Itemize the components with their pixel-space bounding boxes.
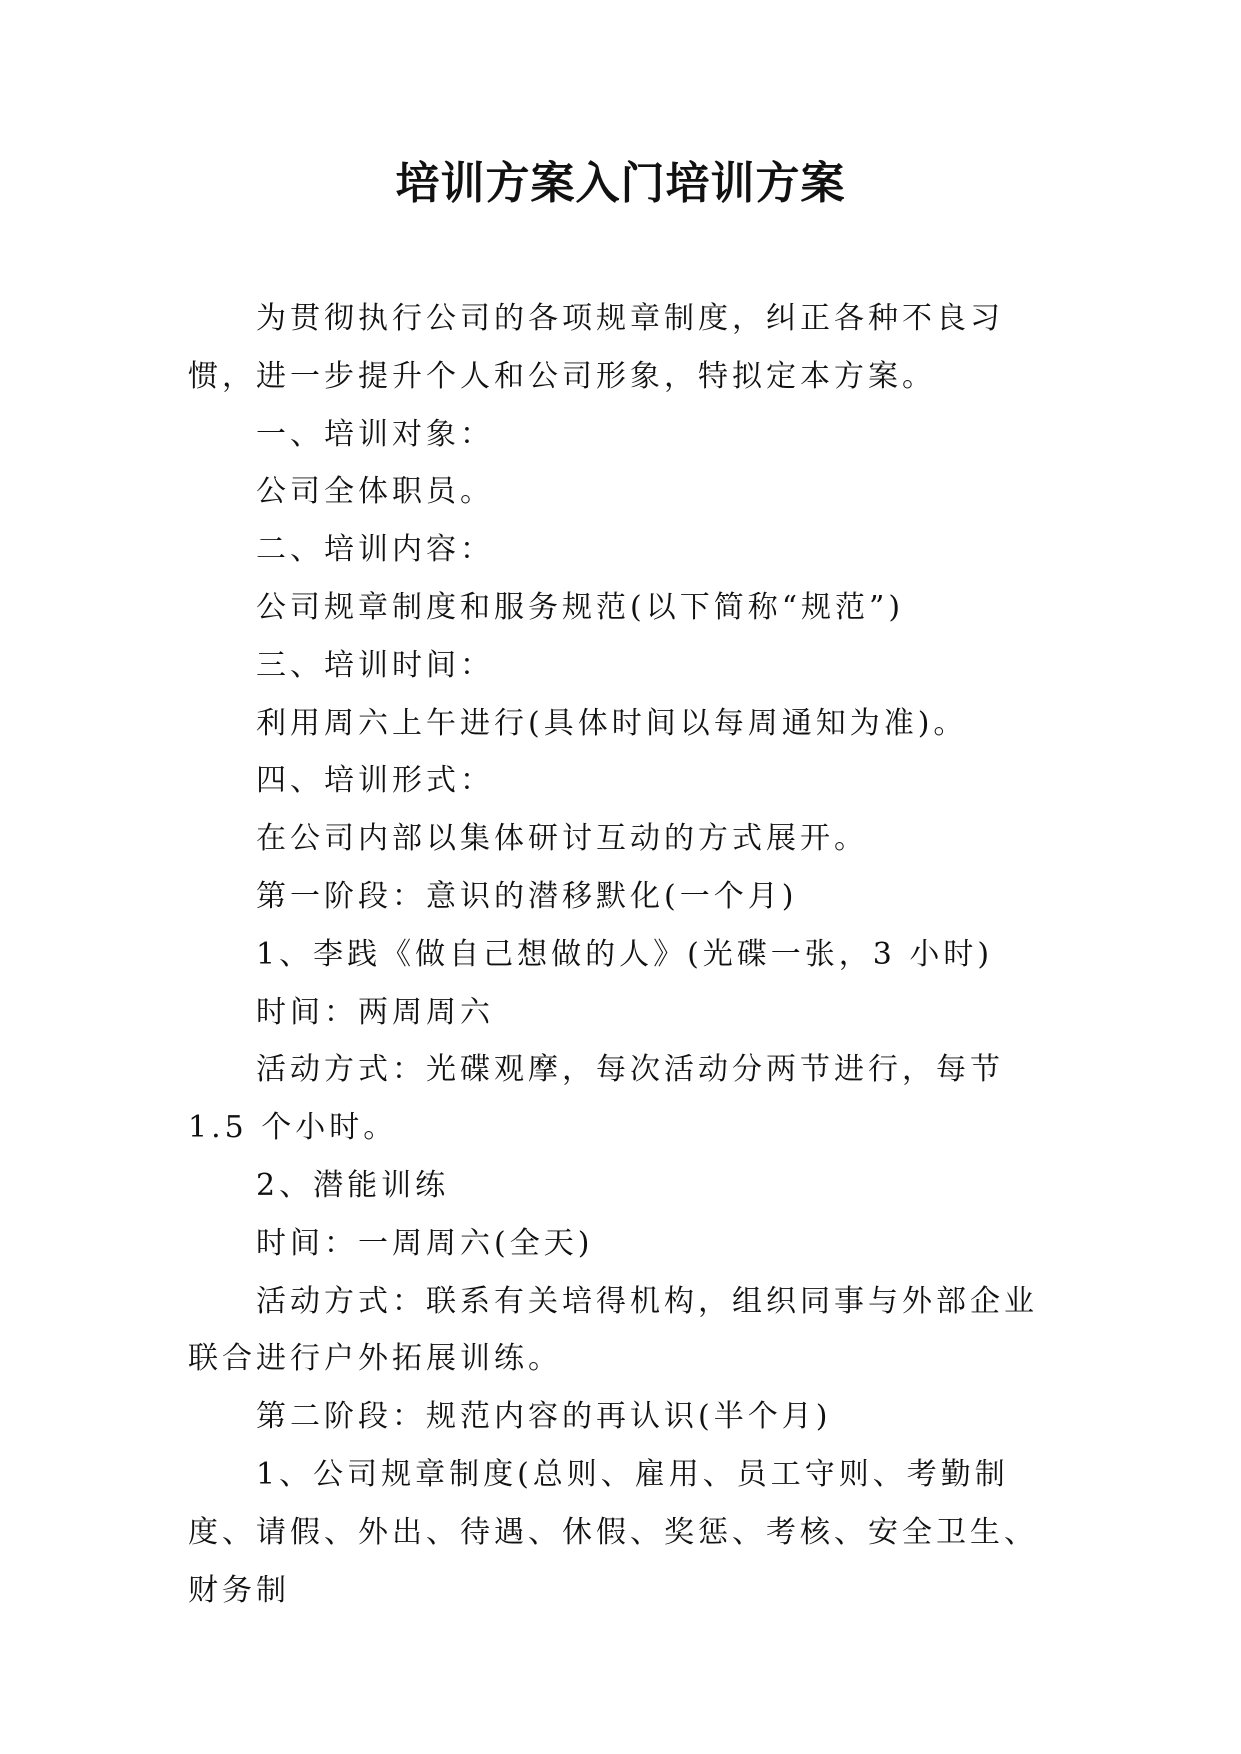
heading-stage-two: 第二阶段：规范内容的再认识(半个月) <box>256 1399 832 1435</box>
paragraph-training-time: 利用周六上午进行(具体时间以每周通知为准)。 <box>256 705 968 741</box>
paragraph-stage-two-item-1: 1、公司规章制度(总则、雇用、员工守则、考勤制度、请假、外出、待遇、休假、奖惩、考核、安全卫生、财务制 <box>188 1456 1038 1608</box>
paragraph-stage-one-item-1: 1、李践《做自己想做的人》(光碟一张，3 小时) <box>256 936 994 972</box>
paragraph-stage-one-item-2-time: 时间：一周周六(全天) <box>256 1225 594 1261</box>
document-body <box>188 290 1048 1619</box>
heading-stage-one: 第一阶段：意识的潜移默化(一个月) <box>256 878 798 914</box>
heading-training-content: 二、培训内容： <box>256 532 494 568</box>
paragraph-training-target: 公司全体职员。 <box>256 474 494 510</box>
paragraph-stage-one-item-1-method: 活动方式：光碟观摩，每次活动分两节进行，每节 1.5 个小时。 <box>188 1052 1004 1146</box>
paragraph-stage-one-item-2: 2、潜能训练 <box>256 1167 450 1203</box>
paragraph-training-content: 公司规章制度和服务规范(以下简称“规范”) <box>256 589 905 625</box>
heading-training-time: 三、培训时间： <box>256 647 494 683</box>
paragraph-training-form: 在公司内部以集体研讨互动的方式展开。 <box>256 821 868 857</box>
paragraph-stage-one-item-1-time: 时间：两周周六 <box>256 994 494 1030</box>
heading-training-target: 一、培训对象： <box>256 416 494 452</box>
document-title: 培训方案入门培训方案 <box>395 158 846 209</box>
heading-training-form: 四、培训形式： <box>256 763 494 799</box>
paragraph-stage-one-item-2-method: 活动方式：联系有关培得机构，组织同事与外部企业联合进行户外拓展训练。 <box>188 1283 1038 1377</box>
paragraph-intro: 为贯彻执行公司的各项规章制度，纠正各种不良习惯，进一步提升个人和公司形象，特拟定本方案。 <box>188 301 1004 394</box>
